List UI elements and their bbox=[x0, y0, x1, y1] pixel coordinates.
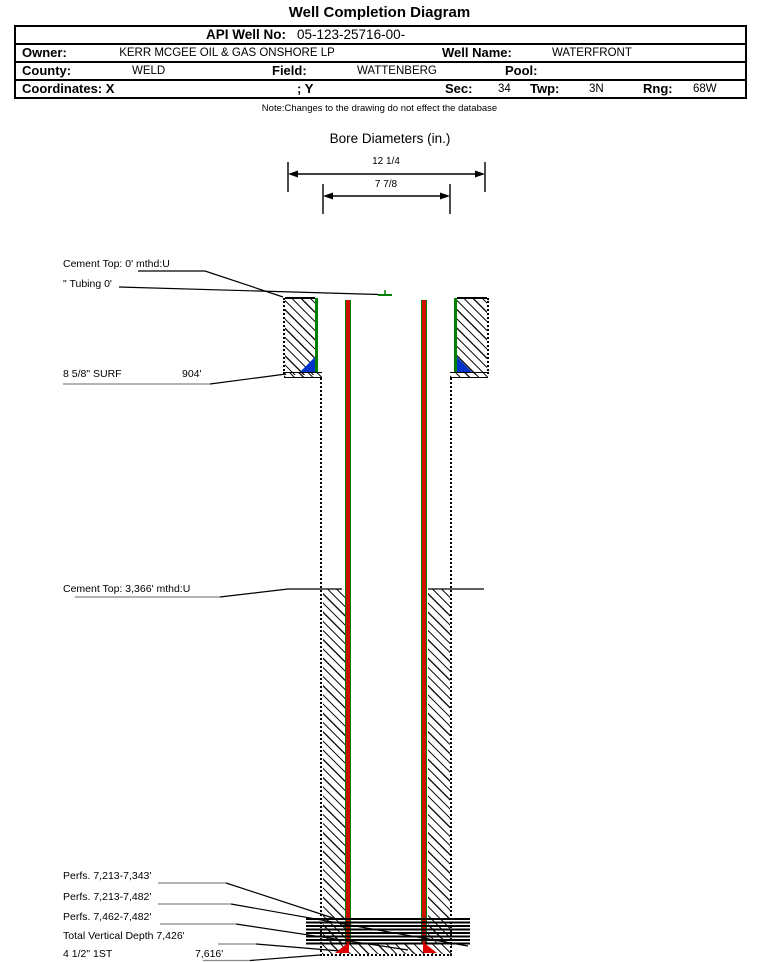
twp-value: 3N bbox=[589, 83, 604, 95]
label-tubing-0: " Tubing 0' bbox=[63, 278, 112, 290]
leader-casing-7616 bbox=[250, 955, 320, 961]
outer-dim-arrow-left bbox=[288, 171, 298, 178]
leader-tubing-0 bbox=[119, 287, 379, 295]
rng-label: Rng: bbox=[643, 81, 673, 96]
inner-dim-arrow-left bbox=[323, 193, 333, 200]
page-title: Well Completion Diagram bbox=[288, 4, 471, 21]
field-label: Field: bbox=[272, 63, 307, 78]
label-production-casing-depth: 7,616' bbox=[195, 948, 224, 960]
label-cement-top-0: Cement Top: 0' mthd:U bbox=[63, 258, 170, 270]
leader-cement-top-3366 bbox=[220, 589, 342, 597]
label-tvd: Total Vertical Depth 7,426' bbox=[63, 930, 185, 942]
coordinate-y-label: ; Y bbox=[297, 81, 314, 96]
leader-surf-904 bbox=[210, 374, 286, 384]
inner-bore-diameter-label: 7 7/8 bbox=[374, 179, 398, 190]
label-perfs-3: Perfs. 7,462-7,482' bbox=[63, 911, 152, 923]
sec-label: Sec: bbox=[445, 81, 473, 96]
leader-cement-top-0 bbox=[138, 271, 283, 297]
outer-dim-arrow-right bbox=[475, 171, 485, 178]
surface-shoe-right-icon bbox=[457, 357, 472, 372]
sec-value: 34 bbox=[498, 83, 511, 95]
well-name-label: Well Name: bbox=[442, 45, 512, 60]
county-value: WELD bbox=[132, 65, 166, 77]
county-label: County: bbox=[22, 63, 72, 78]
label-cement-top-3366: Cement Top: 3,366' mthd:U bbox=[63, 583, 191, 595]
label-surface-casing-depth: 904' bbox=[182, 368, 202, 380]
well-name-value: WATERFRONT bbox=[552, 47, 632, 59]
rng-value: 68W bbox=[693, 83, 717, 95]
label-production-casing: 4 1/2" 1ST bbox=[63, 948, 113, 960]
database-note: Note:Changes to the drawing do not effect the database bbox=[261, 103, 498, 114]
api-label: API Well No: bbox=[205, 27, 286, 42]
leader-tvd bbox=[256, 944, 340, 951]
leader-perf1 bbox=[226, 883, 336, 919]
api-value: 05-123-25716-00- bbox=[297, 27, 406, 42]
owner-value: KERR MCGEE OIL & GAS ONSHORE LP bbox=[119, 47, 335, 59]
surface-shoe-left-icon bbox=[300, 357, 315, 372]
owner-label: Owner: bbox=[22, 45, 67, 60]
inner-bore-dimension bbox=[323, 184, 450, 214]
bore-diameters-title: Bore Diameters (in.) bbox=[329, 131, 451, 146]
field-value: WATTENBERG bbox=[357, 65, 437, 77]
outer-bore-dimension bbox=[288, 162, 485, 192]
label-surface-casing: 8 5/8" SURF bbox=[63, 368, 122, 380]
label-perfs-1: Perfs. 7,213-7,343' bbox=[63, 870, 152, 882]
outer-bore-diameter-label: 12 1/4 bbox=[372, 156, 400, 167]
inner-dim-arrow-right bbox=[440, 193, 450, 200]
label-perfs-2: Perfs. 7,213-7,482' bbox=[63, 891, 152, 903]
coordinates-label: Coordinates: X bbox=[22, 81, 115, 96]
pool-label: Pool: bbox=[505, 63, 538, 78]
twp-label: Twp: bbox=[530, 81, 560, 96]
